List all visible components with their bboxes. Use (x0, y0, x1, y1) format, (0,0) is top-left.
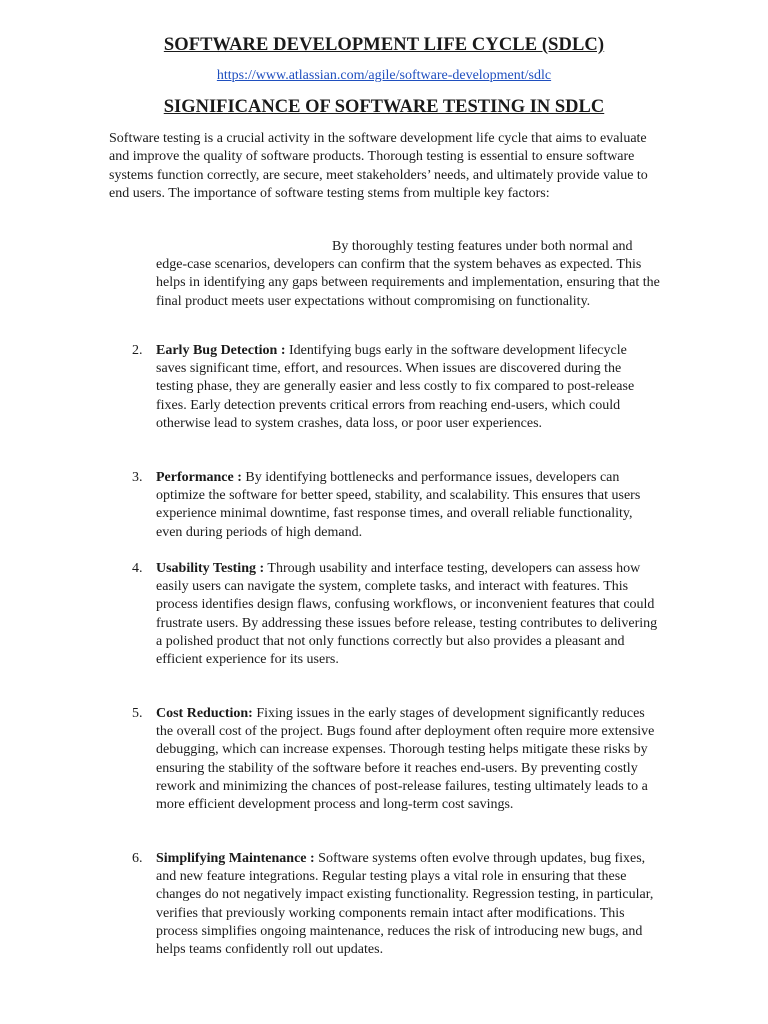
list-item-number: 2. (132, 343, 143, 358)
list-item-text: Through usability and interface testing, developers can assess how easily users can navigate the system, complete tasks, and interact with features. This process identifies design flaws, confusing workflows, or inconvenient features that could frustrate users. By addressing these issues before release, testing contributes to delivering a polished product that not only functions correctly but also provides a pleasant and efficient experience for its users. (156, 561, 658, 668)
list-item-body (156, 560, 660, 669)
list-item-body (156, 238, 660, 311)
list-item-body (156, 469, 660, 542)
document-title: SOFTWARE DEVELOPMENT LIFE CYCLE (SDLC) (163, 35, 605, 55)
list-item-number: 6. (132, 851, 143, 866)
list-item-text: Identifying bugs early in the software development lifecycle saves significant time, effort, and resources. When issues are discovered during the testing phase, they are generally easier and less costly to fix compared to post-release fixes. Early detection prevents critical errors from reaching end-users, which could otherwise lead to system crashes, data loss, or poor user experiences. (156, 343, 635, 431)
list-item-number: 4. (132, 561, 143, 576)
list-item-term: Simplifying Maintenance : (156, 851, 315, 866)
list-item-term: Usability Testing : (156, 561, 265, 576)
section-title: SIGNIFICANCE OF SOFTWARE TESTING IN SDLC (163, 97, 605, 117)
list-item-text: By thoroughly testing features under both normal and edge-case scenarios, developers can confirm that the system behaves as expected. This helps in identifying any gaps between requirements and implementation, ensuring that the final product meets user expectations without compromising on functionality. (156, 239, 660, 309)
list-item-term: Early Bug Detection : (156, 343, 286, 358)
list-item-body (156, 342, 660, 433)
list-item-body (156, 850, 660, 959)
list-item-text: Software systems often evolve through updates, bug fixes, and new feature integrations. Regular testing plays a vital role in ensuring that these changes do not negatively impact existing functionality. Regression testing, in particular, verifies that previously working components remain intact after modifications. This process simplifies ongoing maintenance, reduces the risk of introducing new bugs, and helps teams confidently roll out updates. (156, 851, 654, 958)
list-item-term: Performance : (156, 470, 242, 485)
list-item-term: Cost Reduction: (156, 706, 253, 721)
list-item-text: Fixing issues in the early stages of development significantly reduces the overall cost of the project. Bugs found after deployment often require more extensive debugging, which can increase expenses. Thorough testing helps mitigate these risks by ensuring the stability of the software before it reaches end-users. By preventing costly rework and minimizing the chances of post-release failures, testing ultimately leads to a more efficient development process and long-term cost savings. (156, 706, 655, 813)
list-item-body (156, 705, 660, 814)
intro-paragraph: Software testing is a crucial activity in the software development life cycle that aims to evaluate and improve the quality of software products. Thorough testing is essential to ensure software systems function correctly, are secure, meet stakeholders’ needs, and ultimately provide value to end users. The importance of software testing stems from multiple key factors: (109, 131, 648, 202)
list-item-text: By identifying bottlenecks and performance issues, developers can optimize the software for better speed, stability, and scalability. This ensures that users experience minimal downtime, fast response times, and overall reliable functionality, even during periods of high demand. (156, 470, 641, 540)
list-item-number: 5. (132, 706, 143, 721)
list-item-number: 3. (132, 470, 143, 485)
reference-link[interactable]: https://www.atlassian.com/agile/software-development/sdlc (216, 68, 552, 83)
